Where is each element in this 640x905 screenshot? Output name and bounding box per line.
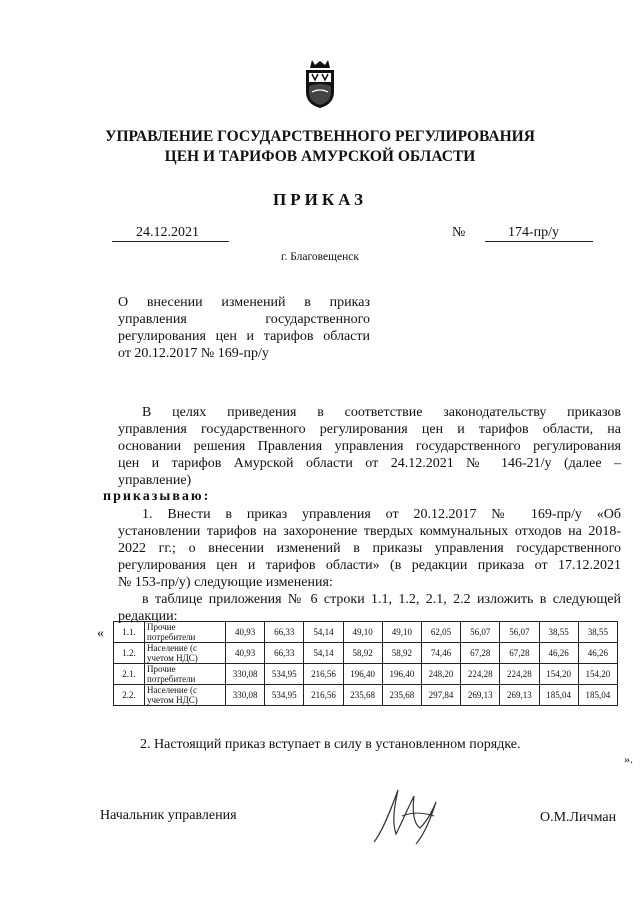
tariff-value: 40,93 (226, 643, 265, 664)
tariff-value: 62,05 (421, 622, 460, 643)
consumer-category: Население (с учетом НДС) (145, 685, 226, 706)
text-line: управление) (118, 473, 192, 488)
tariff-value: 185,04 (539, 685, 578, 706)
tariff-value: 196,40 (382, 664, 421, 685)
tariff-value: 54,14 (304, 622, 343, 643)
tariff-value: 235,68 (343, 685, 382, 706)
tariff-value: 38,55 (539, 622, 578, 643)
tariff-value: 56,07 (461, 622, 500, 643)
row-number: 1.2. (114, 643, 145, 664)
tariff-value: 49,10 (343, 622, 382, 643)
text-line: установлении тарифов на захоронение твердых коммунальных отходов на 2018- (118, 524, 621, 539)
handwritten-signature (368, 782, 452, 848)
tariff-value: 248,20 (421, 664, 460, 685)
text-line: 1. Внести в приказ управления от 20.12.2017 № 169-пр/у «Об (142, 507, 621, 522)
table-row (114, 685, 618, 706)
text-line: В целях приведения в соответствие законодательству приказов (142, 405, 621, 420)
quote-open: « (97, 626, 104, 641)
tariff-value: 534,95 (265, 664, 304, 685)
tariff-value: 67,28 (500, 643, 539, 664)
tariff-value: 269,13 (461, 685, 500, 706)
table-intro (118, 591, 621, 625)
tariff-value: 269,13 (500, 685, 539, 706)
document-date: 24.12.2021 (136, 225, 199, 240)
tariff-value: 40,93 (226, 622, 265, 643)
coat-of-arms-icon (300, 58, 340, 110)
text-line: основании решения Правления управления государственного регулирования (118, 439, 621, 454)
signer-name: О.М.Личман (540, 810, 617, 825)
tariff-value: 46,26 (539, 643, 578, 664)
order-word: приказываю: (103, 489, 211, 504)
table-row (114, 643, 618, 664)
tariff-value: 216,56 (304, 685, 343, 706)
org-name-line1: УПРАВЛЕНИЕ ГОСУДАРСТВЕННОГО РЕГУЛИРОВАНИЯ (105, 128, 535, 145)
tariff-value: 224,28 (500, 664, 539, 685)
row-number: 1.1. (114, 622, 145, 643)
subject-block (118, 294, 370, 362)
consumer-category: Прочие потребители (145, 622, 226, 643)
consumer-category: Прочие потребители (145, 664, 226, 685)
tariff-value: 235,68 (382, 685, 421, 706)
tariff-value: 154,20 (539, 664, 578, 685)
tariff-value: 38,55 (578, 622, 617, 643)
text-line: 2022 гг.; о внесении изменений в приказы управления государственного (118, 541, 621, 556)
quote-close: ». (624, 752, 633, 766)
tariff-value: 330,08 (226, 664, 265, 685)
tariff-value: 534,95 (265, 685, 304, 706)
text-line: редакции: (118, 609, 178, 624)
signer-position: Начальник управления (100, 808, 237, 823)
text-line: регулирования цен и тарифов области» (в редакции приказа от 17.12.2021 (118, 558, 621, 573)
tariff-value: 58,92 (382, 643, 421, 664)
tariff-value: 67,28 (461, 643, 500, 664)
tariff-value: 58,92 (343, 643, 382, 664)
row-number: 2.2. (114, 685, 145, 706)
text-line: № 153-пр/у) следующие изменения: (118, 575, 333, 590)
tariff-value: 54,14 (304, 643, 343, 664)
tariff-value: 49,10 (382, 622, 421, 643)
tariff-value: 185,04 (578, 685, 617, 706)
tariff-value: 216,56 (304, 664, 343, 685)
tariff-value: 66,33 (265, 643, 304, 664)
subject-line: О внесении изменений в приказ (118, 295, 370, 310)
item1-paragraph (118, 506, 621, 591)
text-line: цен и тарифов Амурской области от 24.12.2021 № 146-21/у (далее – (118, 456, 621, 471)
consumer-category: Население (с учетом НДС) (145, 643, 226, 664)
row-number: 2.1. (114, 664, 145, 685)
text-line: в таблице приложения № 6 строки 1.1, 1.2, 2.1, 2.2 изложить в следующей (142, 592, 621, 607)
org-name-line2: ЦЕН И ТАРИФОВ АМУРСКОЙ ОБЛАСТИ (164, 148, 476, 165)
text-line: управления государственного регулирования цен и тарифов области, на (118, 422, 621, 437)
tariff-value: 330,08 (226, 685, 265, 706)
tariff-value: 56,07 (500, 622, 539, 643)
table-row (114, 622, 618, 643)
tariff-value: 74,46 (421, 643, 460, 664)
tariff-value: 297,84 (421, 685, 460, 706)
tariff-value: 196,40 (343, 664, 382, 685)
document-title: ПРИКАЗ (273, 190, 367, 209)
document-number: 174-пр/у (508, 225, 560, 240)
tariff-table (113, 621, 618, 706)
subject-line: от 20.12.2017 № 169-пр/у (118, 346, 269, 361)
tariff-value: 224,28 (461, 664, 500, 685)
tariff-value: 66,33 (265, 622, 304, 643)
item2-paragraph: 2. Настоящий приказ вступает в силу в установленном порядке. (140, 737, 521, 752)
number-sign: № (452, 225, 466, 240)
subject-line: регулирования цен и тарифов области (118, 329, 370, 344)
tariff-value: 46,26 (578, 643, 617, 664)
subject-line: управления государственного (118, 312, 370, 327)
preamble-paragraph (118, 404, 621, 489)
city-label: г. Благовещенск (281, 251, 359, 263)
table-row (114, 664, 618, 685)
tariff-value: 154,20 (578, 664, 617, 685)
